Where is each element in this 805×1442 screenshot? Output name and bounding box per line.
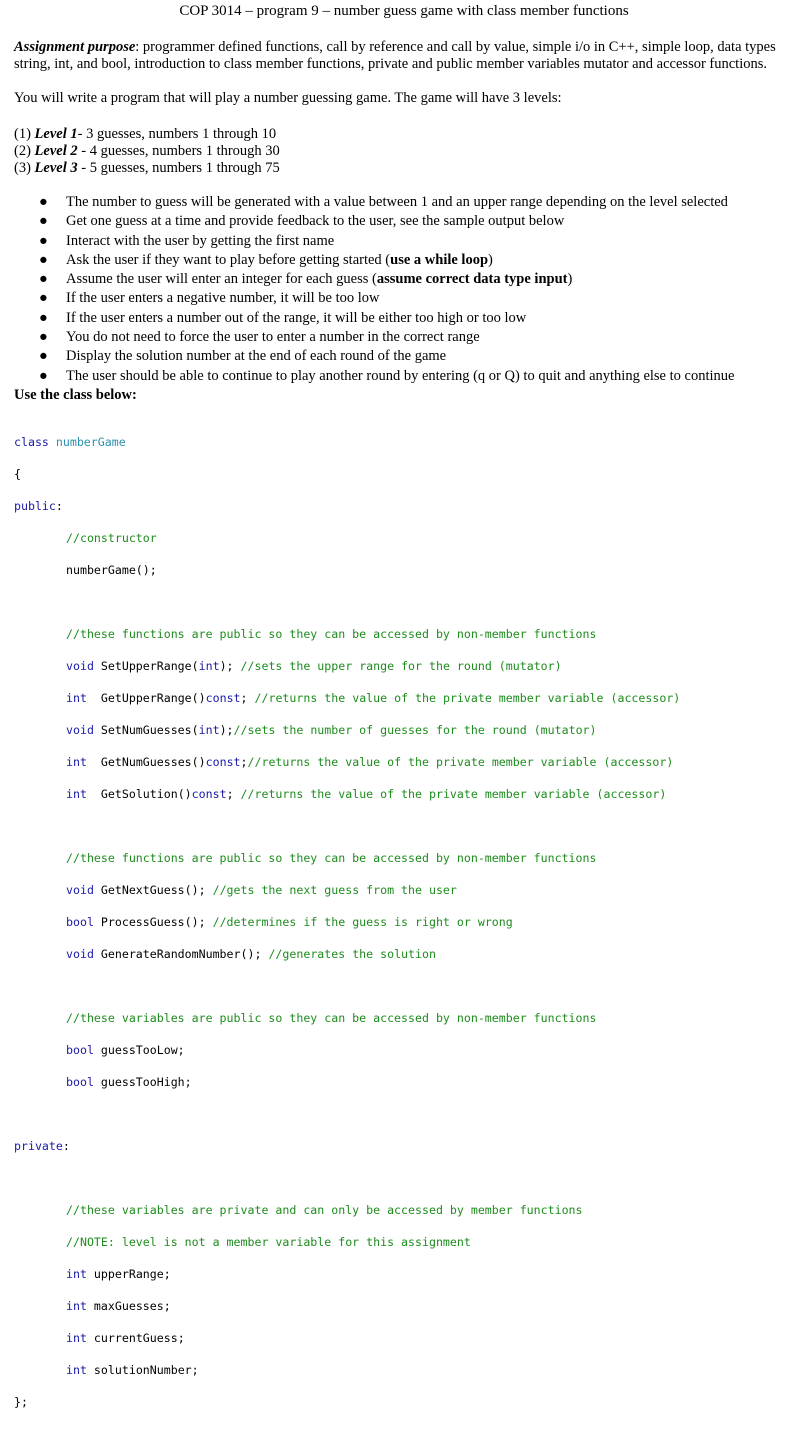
code-line: void SetNumGuesses(int);//sets the number of guesses for the round (mutator) [66, 722, 597, 737]
code-line: void SetUpperRange(int); //sets the upper range for the round (mutator) [66, 658, 562, 673]
level-name: Level 1 [34, 126, 78, 142]
code-line: int GetUpperRange()const; //returns the value of the private member variable (accessor) [66, 690, 681, 705]
level-item: (1) Level 1- 3 guesses, numbers 1 through 10 [14, 126, 277, 142]
code-block [14, 418, 794, 1442]
code-line [14, 818, 794, 834]
code-line: int upperRange; [66, 1266, 171, 1281]
bullet-icon: ● [39, 290, 48, 307]
level-name: Level 3 [34, 160, 78, 176]
code-line [14, 1106, 794, 1122]
bullet-icon: ● [39, 251, 48, 268]
code-line: public: [14, 498, 63, 513]
assignment-purpose [14, 39, 794, 73]
code-line: int GetNumGuesses()const;//returns the value of the private member variable (accessor) [66, 754, 674, 769]
code-line [14, 594, 794, 610]
document-page [14, 0, 794, 1442]
list-item: ● Ask the user if they want to play before getting started (use a while loop) [39, 251, 493, 268]
code-line: class numberGame [14, 434, 126, 449]
list-item: ● Interact with the user by getting the first name [39, 232, 335, 249]
list-item: ● The number to guess will be generated with a value between 1 and an upper range depending on the level selected [39, 194, 728, 210]
bullet-icon: ● [39, 271, 48, 288]
purpose-text: : programmer defined functions, call by reference and call by value, simple i/o in C++, simple loop, data types string, int, and bool, introduction to class member functions, private and public member variables mutator and accessor functions. [14, 39, 776, 72]
purpose-label: Assignment purpose [14, 39, 136, 55]
list-item: ● Assume the user will enter an integer for each guess (assume correct data type input) [39, 271, 573, 288]
list-item: ● If the user enters a number out of the range, it will be either too high or too low [39, 309, 527, 326]
code-line: { [14, 466, 21, 481]
code-line: int solutionNumber; [66, 1362, 199, 1377]
code-line: int currentGuess; [66, 1330, 185, 1345]
code-line: }; [14, 1394, 28, 1409]
requirements-list [14, 194, 794, 385]
code-line [14, 1170, 794, 1186]
code-line: //constructor [66, 530, 157, 545]
code-line: bool guessTooLow; [66, 1042, 185, 1057]
level-name: Level 2 [34, 143, 78, 159]
page-title: COP 3014 – program 9 – number guess game with class member functions [179, 3, 629, 19]
bullet-icon: ● [39, 329, 48, 346]
code-line: int maxGuesses; [66, 1298, 171, 1313]
code-line: //these functions are public so they can be accessed by non-member functions [66, 626, 597, 641]
level-item: (3) Level 3 - 5 guesses, numbers 1 through 75 [14, 160, 280, 176]
bullet-icon: ● [39, 213, 48, 230]
code-line [14, 978, 794, 994]
code-line: bool guessTooHigh; [66, 1074, 192, 1089]
code-line: //these variables are public so they can be accessed by non-member functions [66, 1010, 597, 1025]
bullet-icon: ● [39, 309, 48, 326]
bullet-icon: ● [39, 232, 48, 249]
levels-list [14, 126, 794, 177]
code-line: int GetSolution()const; //returns the value of the private member variable (accessor) [66, 786, 667, 801]
list-item: ● Get one guess at a time and provide feedback to the user, see the sample output below [39, 213, 565, 230]
list-item: ● If the user enters a negative number, it will be too low [39, 290, 380, 307]
code-line: bool ProcessGuess(); //determines if the guess is right or wrong [66, 914, 513, 929]
bullet-icon: ● [39, 194, 48, 210]
level-item: (2) Level 2 - 4 guesses, numbers 1 through 30 [14, 143, 280, 159]
list-item: ● Display the solution number at the end of each round of the game [39, 348, 447, 365]
code-line: private: [14, 1138, 70, 1153]
list-item: ● The user should be able to continue to play another round by entering (q or Q) to quit and anything else to continue [39, 367, 735, 384]
list-item: ● You do not need to force the user to enter a number in the correct range [39, 329, 480, 346]
code-line: numberGame(); [66, 562, 157, 577]
code-line: void GetNextGuess(); //gets the next guess from the user [66, 882, 457, 897]
code-line: //these variables are private and can only be accessed by member functions [66, 1202, 583, 1217]
use-class-heading: Use the class below: [14, 386, 137, 403]
code-line: //these functions are public so they can be accessed by non-member functions [66, 850, 597, 865]
bullet-icon: ● [39, 367, 48, 384]
bullet-icon: ● [39, 348, 48, 365]
code-line: void GenerateRandomNumber(); //generates the solution [66, 946, 436, 961]
intro-paragraph: You will write a program that will play a number guessing game. The game will have 3 levels: [14, 90, 562, 106]
code-line: //NOTE: level is not a member variable for this assignment [66, 1234, 471, 1249]
